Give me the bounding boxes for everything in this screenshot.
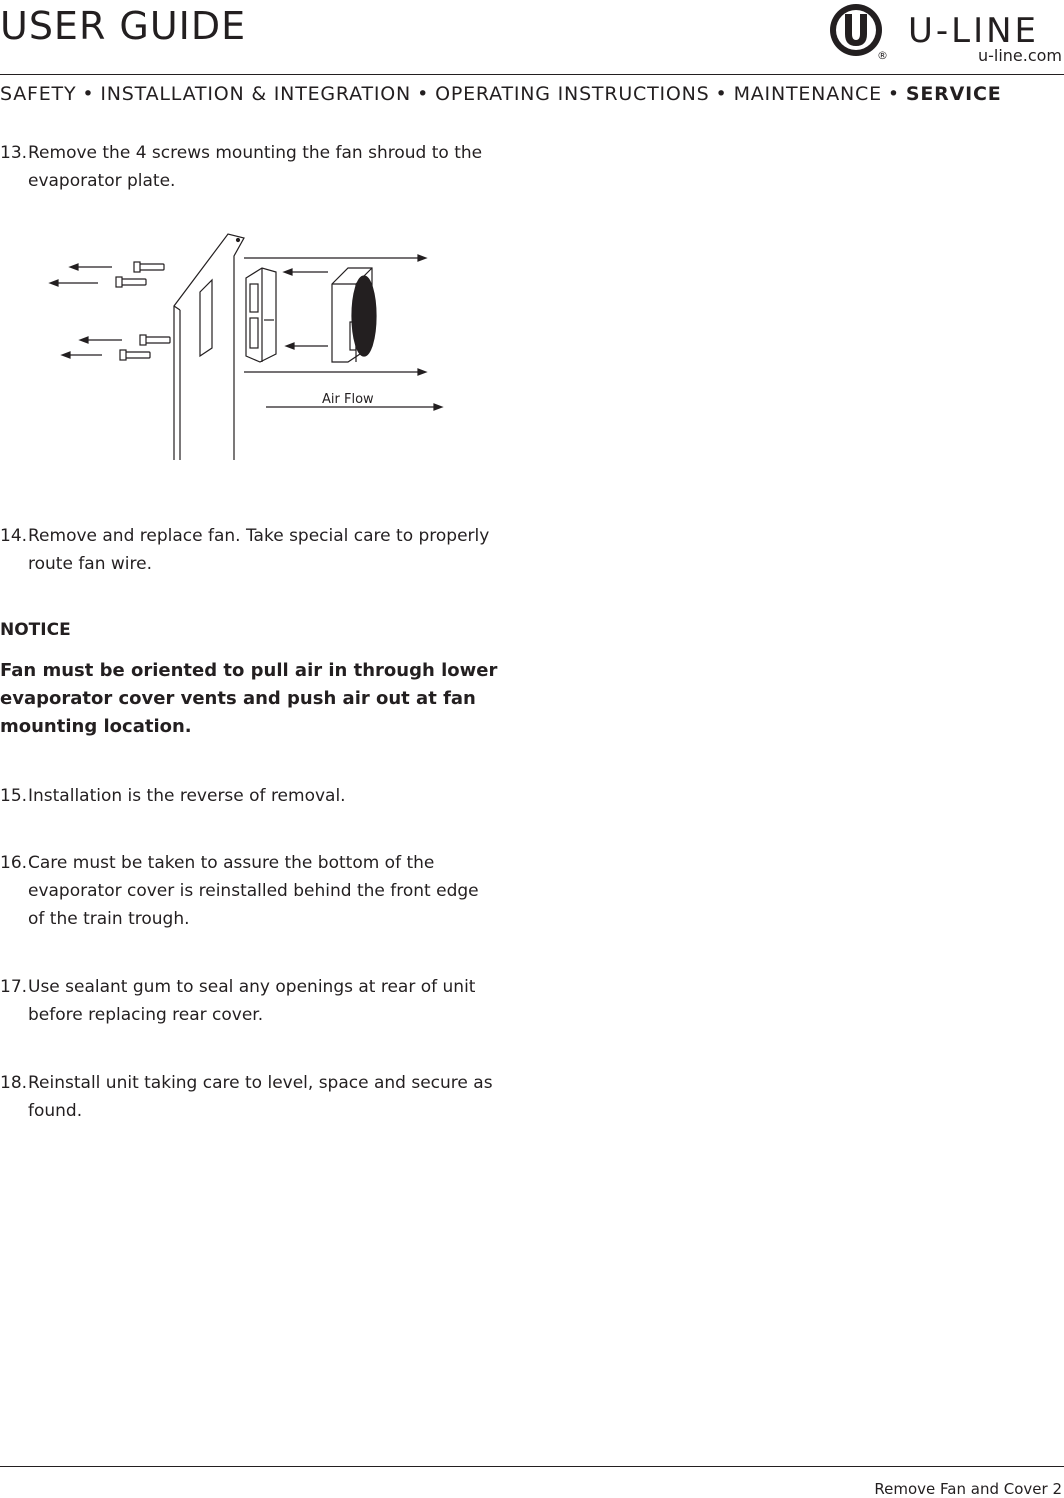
- step-text: Use sealant gum to seal any openings at rear of unit before replacing rear cover.: [28, 977, 476, 1025]
- nav-item-maintenance[interactable]: MAINTENANCE: [733, 83, 882, 105]
- section-navigation: [0, 83, 1064, 105]
- step-number: 14.: [0, 526, 28, 546]
- fan: [246, 268, 276, 362]
- step-16: [0, 849, 500, 933]
- step-number: 13.: [0, 143, 28, 163]
- step-text: Remove the 4 screws mounting the fan shroud to the evaporator plate.: [28, 143, 483, 191]
- fan-arrows: [284, 269, 328, 349]
- nav-item-safety[interactable]: SAFETY: [0, 83, 77, 105]
- step-text: Care must be taken to assure the bottom of the evaporator cover is reinstalled behind the front edge of the train trough.: [28, 853, 479, 929]
- removal-arrows: [50, 264, 122, 358]
- step-text: Remove and replace fan. Take special care to properly route fan wire.: [28, 526, 490, 574]
- nav-separator: •: [715, 83, 728, 105]
- step-14: [0, 522, 500, 578]
- nav-separator: •: [417, 83, 430, 105]
- website-url[interactable]: u-line.com: [977, 46, 1062, 65]
- footer-divider: [0, 1466, 1064, 1467]
- notice-heading: NOTICE: [0, 620, 71, 640]
- nav-item-installation[interactable]: INSTALLATION & INTEGRATION: [100, 83, 412, 105]
- step-17: [0, 973, 500, 1029]
- logo-wordmark: U-LINE: [908, 11, 1040, 51]
- step-18: [0, 1069, 500, 1125]
- notice-body: Fan must be oriented to pull air in through lower evaporator cover vents and push air out at fan mounting location.: [0, 660, 498, 737]
- nav-separator: •: [887, 83, 900, 105]
- header-divider: [0, 74, 1064, 75]
- nav-separator: •: [82, 83, 95, 105]
- nav-item-operating-instructions[interactable]: OPERATING INSTRUCTIONS: [435, 83, 710, 105]
- step-number: 17.: [0, 977, 28, 997]
- footer-page-label: Remove Fan and Cover 2: [874, 1480, 1062, 1498]
- step-text: Reinstall unit taking care to level, space and secure as found.: [28, 1073, 493, 1121]
- nav-item-service[interactable]: SERVICE: [905, 83, 1002, 105]
- u-line-logo: [828, 2, 1064, 66]
- screws: [116, 262, 170, 360]
- outline-arrows: [244, 255, 442, 410]
- step-text: Installation is the reverse of removal.: [28, 786, 346, 806]
- evaporator-plate: [174, 234, 244, 460]
- airflow-label: Air Flow: [322, 392, 374, 407]
- fan-shroud: [332, 268, 376, 362]
- fan-removal-diagram: [30, 222, 460, 464]
- step-15: [0, 782, 500, 810]
- step-13: [0, 139, 500, 195]
- step-number: 16.: [0, 853, 28, 873]
- registered-mark: ®: [877, 49, 888, 62]
- step-number: 18.: [0, 1073, 28, 1093]
- step-number: 15.: [0, 786, 28, 806]
- document-title: USER GUIDE: [0, 4, 247, 48]
